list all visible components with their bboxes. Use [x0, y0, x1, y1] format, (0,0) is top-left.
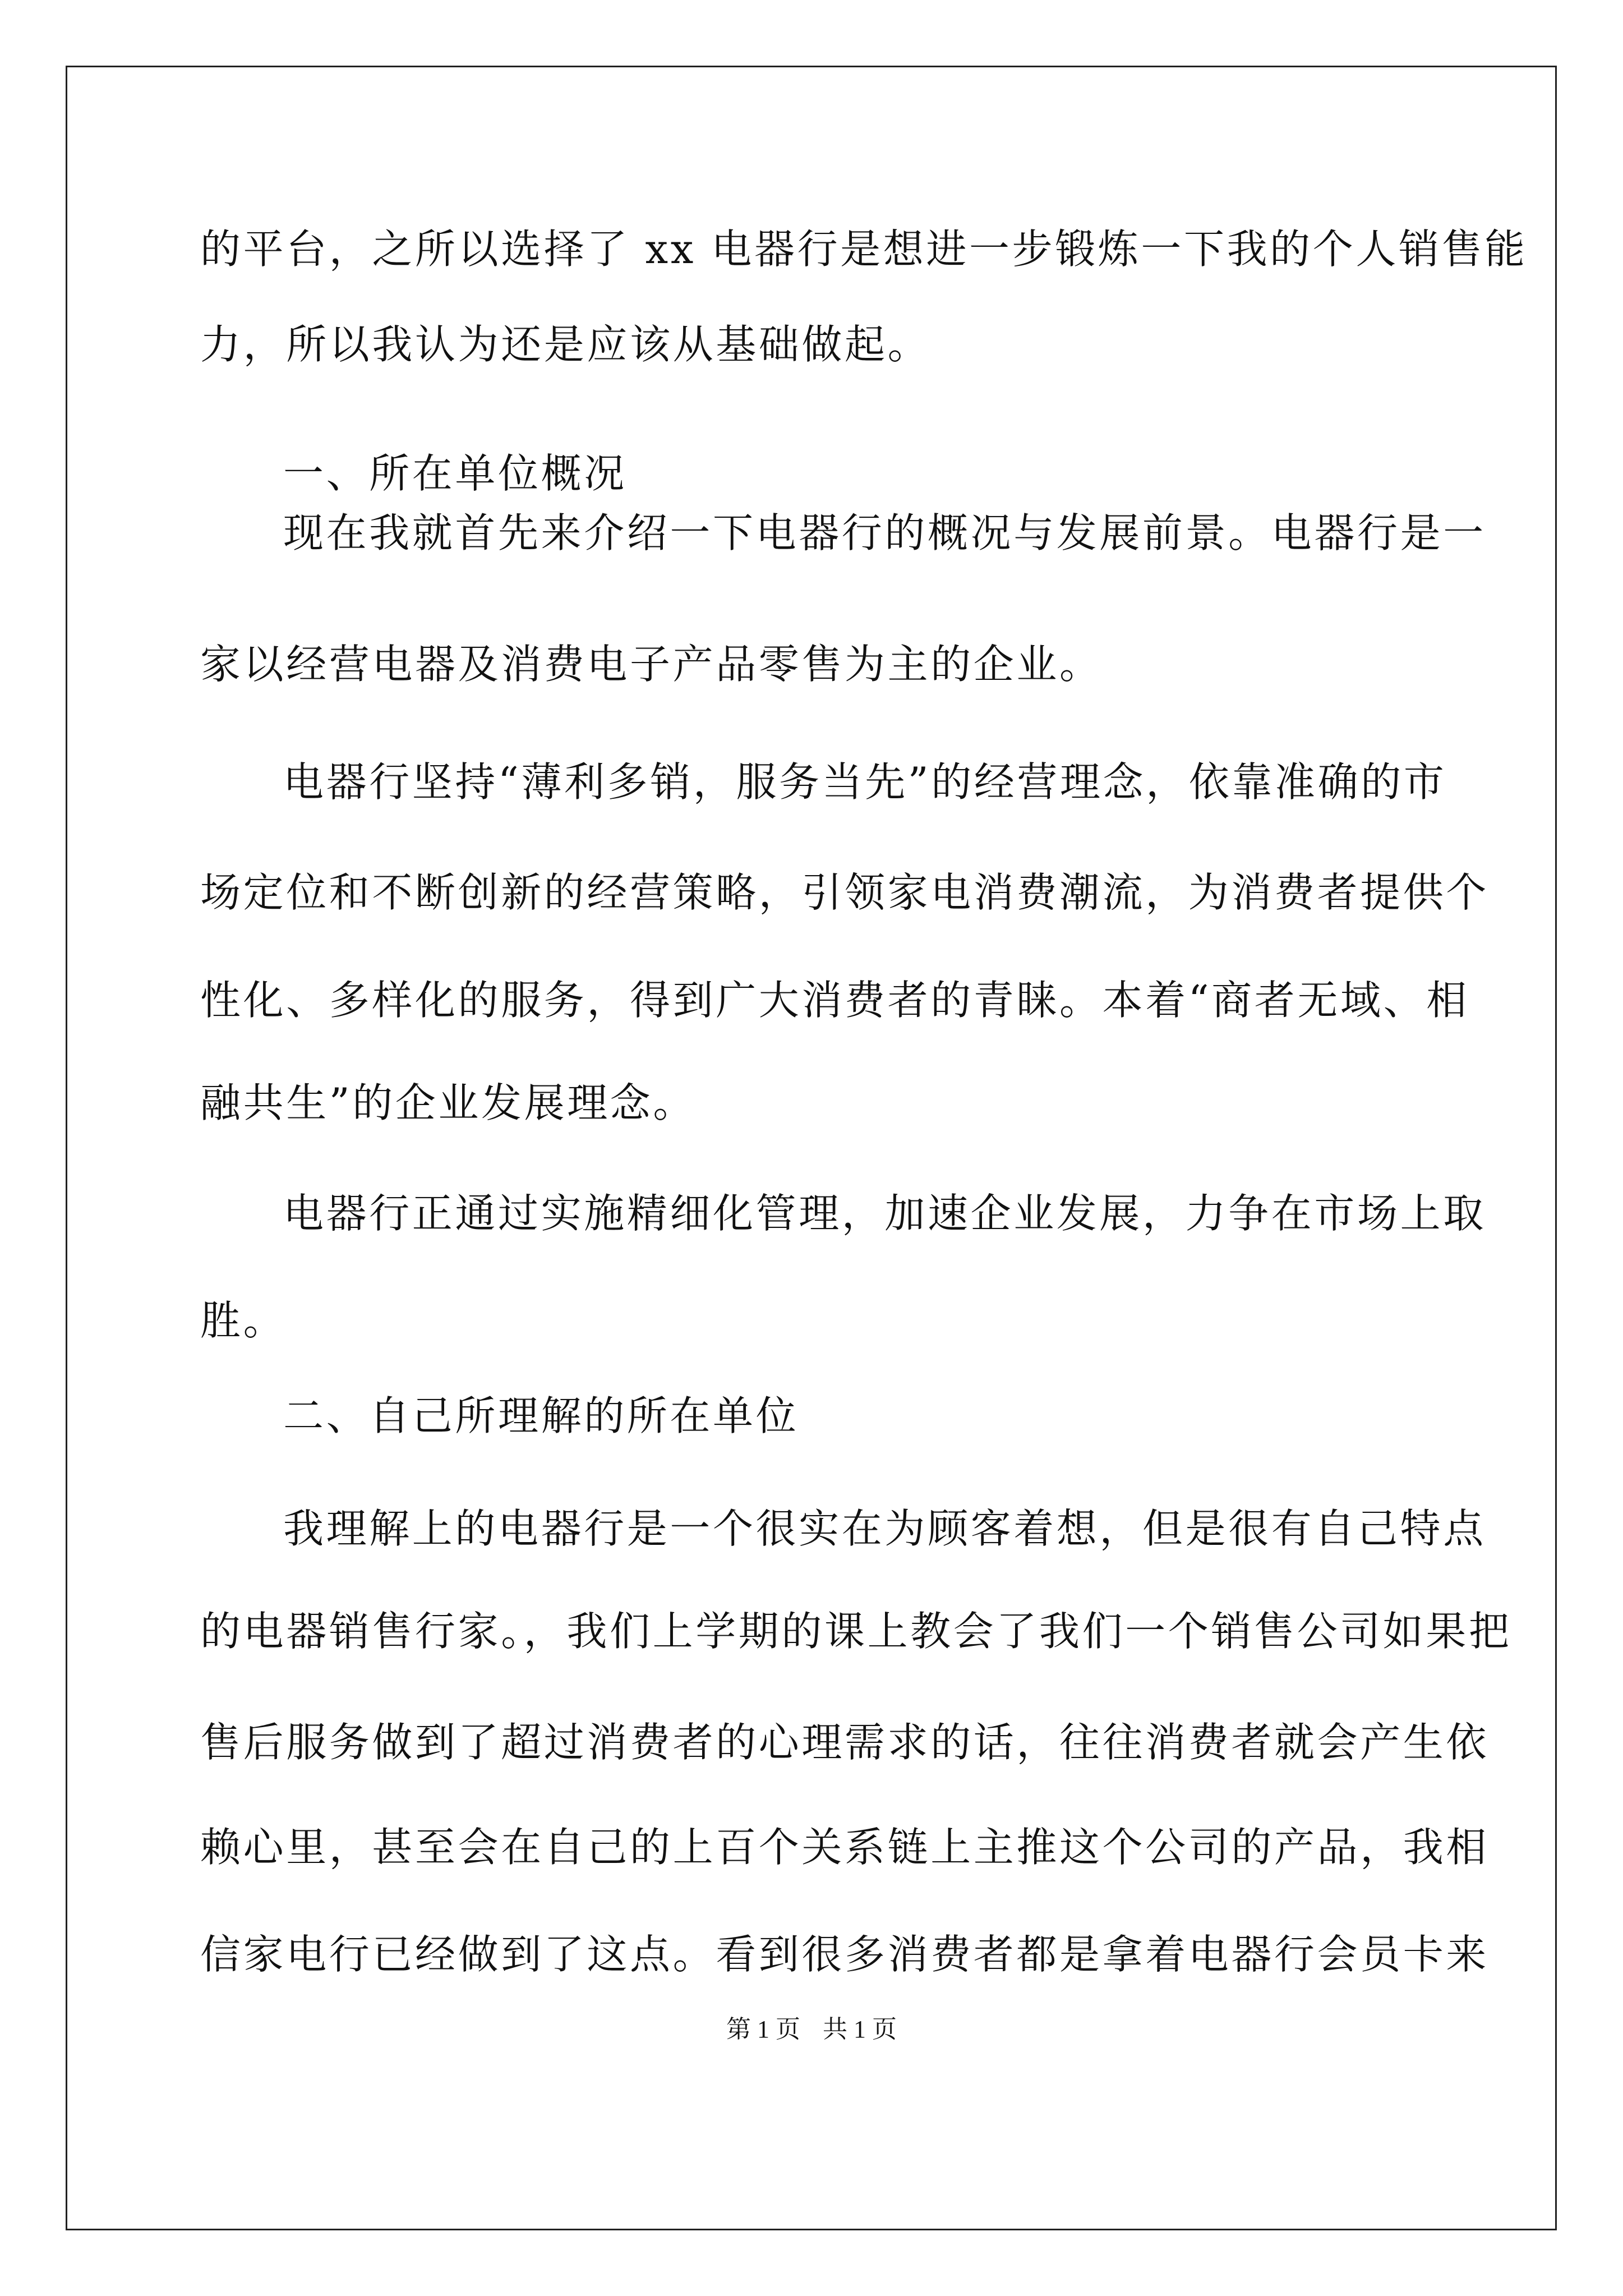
page-total: 共 1 页: [823, 2016, 897, 2043]
paragraph-line: 家以经营电器及消费电子产品零售为主的企业。: [200, 641, 1103, 688]
paragraph-line: 赖心里，甚至会在自己的上百个关系链上主推这个公司的产品，我相: [200, 1824, 1490, 1871]
paragraph-line: 电器行正通过实施精细化管理，加速企业发展，力争在市场上取: [283, 1190, 1486, 1237]
page-number: 第 1 页: [726, 2016, 800, 2043]
paragraph-line: 胜。: [200, 1297, 287, 1344]
paragraph-line: 力，所以我认为还是应该从基础做起。: [200, 321, 931, 368]
paragraph-line: 售后服务做到了超过消费者的心理需求的话，往往消费者就会产生依: [200, 1719, 1490, 1766]
paragraph-line: 的电器销售行家。，我们上学期的课上教会了我们一个销售公司如果把: [200, 1608, 1512, 1655]
paragraph-line: 现在我就首先来介绍一下电器行的概况与发展前景。电器行是一: [283, 509, 1486, 556]
paragraph-line: 的平台，之所以选择了 xx 电器行是想进一步锻炼一下我的个人销售能: [200, 226, 1528, 273]
paragraph-line: 场定位和不断创新的经营策略，引领家电消费潮流，为消费者提供个: [200, 869, 1490, 916]
page-footer: [0, 2013, 1623, 2046]
paragraph-line: 性化、多样化的服务，得到广大消费者的青睐。本着“商者无域、相: [200, 977, 1469, 1024]
section-heading: 二、自己所理解的所在单位: [283, 1392, 799, 1439]
paragraph-line: 电器行坚持“薄利多销，服务当先”的经营理念，依靠准确的市: [283, 758, 1447, 806]
paragraph-line: 信家电行已经做到了这点。看到很多消费者都是拿着电器行会员卡来: [200, 1931, 1490, 1978]
page-border: [66, 66, 1557, 2230]
paragraph-line: 我理解上的电器行是一个很实在为顾客着想，但是很有自己特点: [283, 1505, 1486, 1552]
section-heading: 一、所在单位概况: [283, 450, 627, 497]
paragraph-line: 融共生”的企业发展理念。: [200, 1079, 697, 1126]
